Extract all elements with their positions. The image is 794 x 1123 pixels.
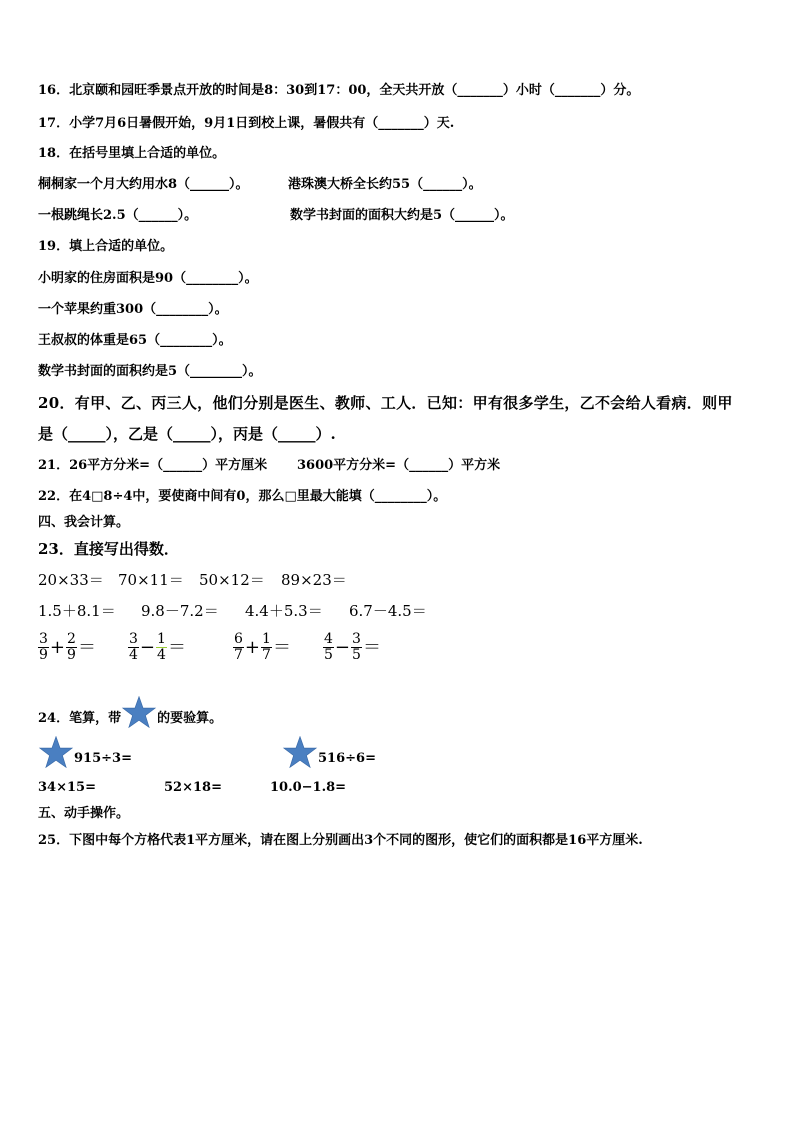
question-18-d: 数学书封面的面积大约是5（______）。 [290, 208, 514, 223]
calc-item: 70×11＝ [118, 571, 184, 589]
calc-item: 52×18= [164, 780, 222, 795]
fraction-expression: $\frac{6}{7}$ + $\frac{1}{7}$ ＝ [234, 631, 291, 663]
section-4-heading: 四、我会计算。 [38, 515, 130, 530]
calc-item: 89×23＝ [281, 571, 347, 589]
calc-item: 9.8－7.2＝ [141, 602, 219, 620]
calc-item: 34×15= [38, 780, 96, 795]
question-18-a: 桐桐家一个月大约用水8（______）。 [38, 177, 249, 192]
fraction-expression: $\frac{3}{9}$ + $\frac{2}{9}$ ＝ [39, 631, 96, 663]
question-21-a: 21．26平方分米=（______）平方厘米 [38, 458, 268, 473]
question-24-starred-a: 915÷3= [38, 736, 132, 781]
question-19-item: 数学书封面的面积约是5（________）。 [38, 364, 262, 379]
calc-item: 10.0−1.8= [270, 780, 347, 795]
question-20-line1: 20．有甲、乙、丙三人，他们分别是医生、教师、工人．已知：甲有很多学生，乙不会给人看病．则甲 [38, 394, 733, 412]
calc-item: 4.4＋5.3＝ [245, 602, 323, 620]
question-19-item: 王叔叔的体重是65（________）。 [38, 333, 232, 348]
question-19-item: 小明家的住房面积是90（________）。 [38, 271, 258, 286]
calc-item: 50×12＝ [199, 571, 265, 589]
fraction-expression: $\frac{3}{4}$ − $\frac{1}{4}$ ＝ [129, 631, 186, 663]
calc-item: 20×33＝ [38, 571, 104, 589]
star-icon [282, 736, 318, 781]
question-25: 25．下图中每个方格代表1平方厘米，请在图上分别画出3个不同的图形，使它们的面积都是16平方厘米. [38, 833, 643, 848]
question-23-title: 23．直接写出得数． [38, 540, 179, 558]
question-24-starred-b: 516÷6= [282, 736, 376, 781]
star-icon [121, 696, 157, 741]
question-20-line2: 是（_____），乙是（_____），丙是（_____）. [38, 425, 336, 443]
question-18-c: 一根跳绳长2.5（______）。 [38, 208, 198, 223]
question-16: 16．北京颐和园旺季景点开放的时间是8：30到17：00，全天共开放（_______）小时（_______）分。 [38, 83, 640, 98]
question-24-instruction: 24．笔算，带 的要验算。 [38, 696, 222, 741]
calc-item: 6.7－4.5＝ [349, 602, 427, 620]
star-icon [38, 736, 74, 781]
section-5-heading: 五、动手操作。 [38, 806, 130, 821]
question-19-item: 一个苹果约重300（________）。 [38, 302, 228, 317]
fraction-expression: $\frac{4}{5}$ − $\frac{3}{5}$ ＝ [324, 631, 381, 663]
calc-item: 1.5＋8.1＝ [38, 602, 116, 620]
question-18-title: 18．在括号里填上合适的单位。 [38, 146, 226, 161]
question-17: 17．小学7月6日暑假开始，9月1日到校上课，暑假共有（_______）天. [38, 116, 455, 131]
question-18-b: 港珠澳大桥全长约55（______）。 [288, 177, 482, 192]
question-22: 22．在4□8÷4中，要使商中间有0，那么□里最大能填（________）。 [38, 489, 447, 504]
question-19-title: 19．填上合适的单位。 [38, 239, 174, 254]
question-21-b: 3600平方分米=（______）平方米 [297, 458, 501, 473]
